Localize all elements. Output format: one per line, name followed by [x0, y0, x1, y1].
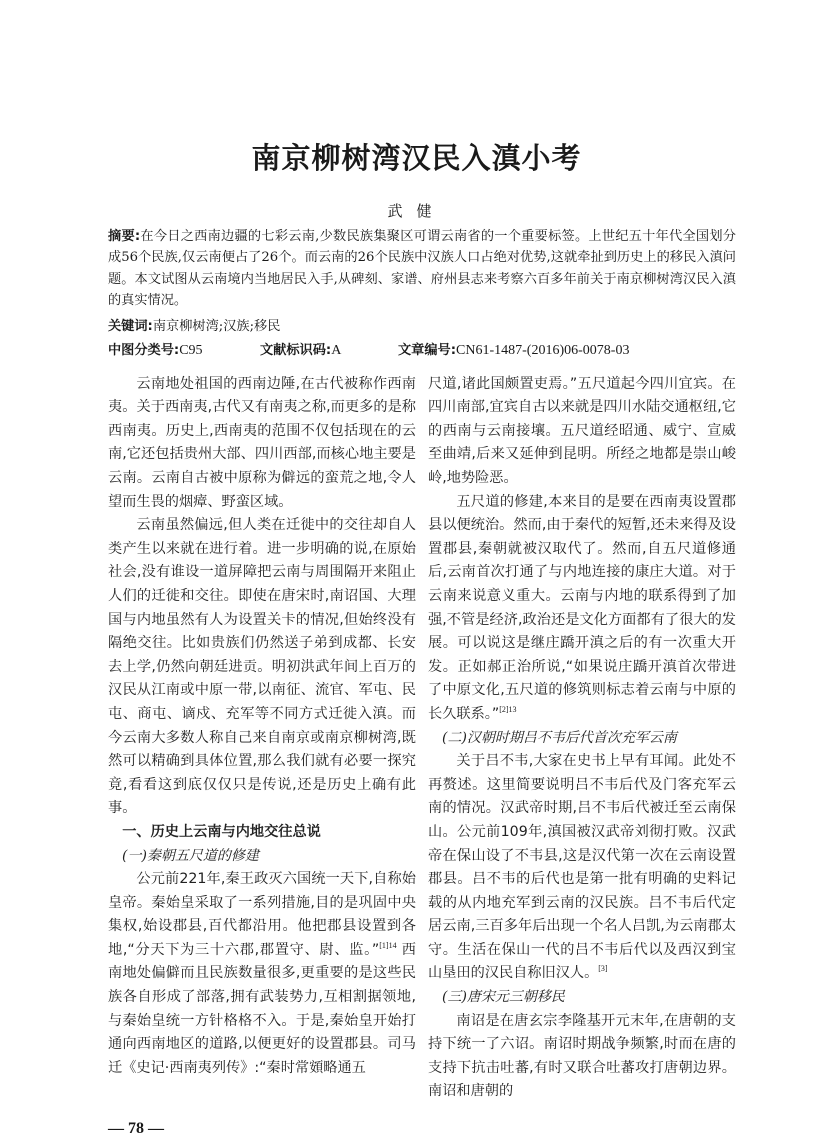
paragraph-text: 西南地处偏僻而且民族数量很多,更重要的是这些民族各自形成了部落,拥有武装势力,互相割据领地,与秦始皇统一方针格格不入。于是,秦始皇开始打通向西南地区的道路,以便更好的设置郡县。司马迁《史记·西南夷列传》:“秦时常頞略通五	[108, 941, 416, 1076]
paragraph: 云南虽然偏远,但人类在迁徙中的交往却自人类产生以来就在进行着。进一步明确的说,在原始社会,没有谁设一道屏障把云南与周围隔开来阻止人们的迁徙和交往。即使在唐宋时,南诏国、大理国与内地虽然有人为设置关卡的情况,但始终没有隔绝交往。比如贵族们仍然送子弟到成都、长安去上学,仍然向朝廷进贡。明初洪武年间上百万的汉民从江南或中原一带,以南征、流官、军屯、民屯、商屯、谪戍、充军等不同方式迁徙入滇。而今云南大多数人称自己来自南京或南京柳树湾,既然可以精确到具体位置,那么我们就有必要一探究竟,看看这到底仅仅只是传说,还是历史上确有此事。	[108, 517, 416, 817]
paragraph-text: 五尺道的修建,本来目的是要在西南夷设置郡县以便统治。然而,由于秦代的短暂,还未来得及设置郡县,秦朝就被汉取代了。然而,自五尺道修通后,云南首次打通了与内地连接的康庄大道。对于云南来说意义重大。云南与内地的联系得到了加强,不管是经济,政治还是文化方面都有了很大的发展。可以说这是继庄蹻开滇之后的有一次重大开发。正如郝正治所说,“如果说庄蹻开滇首次带进了中原文化,五尺道的修筑则标志着云南与中原的长久联系。”	[428, 493, 736, 722]
abstract	[108, 226, 736, 312]
section-heading: 一、历史上云南与内地交往总说	[122, 823, 321, 840]
article-title: 南京柳树湾汉民入滇小考	[251, 141, 582, 175]
paragraph: 尺道,诸此国颇置吏焉。”五尺道起今四川宜宾。在四川南部,宜宾自古以来就是四川水陆交通枢纽,它的西南与云南接壤。五尺道经昭通、威宁、宣威至曲靖,后来又延伸到昆明。所经之地都是崇山峻岭,地势险恶。	[428, 375, 736, 486]
citation-ref: [1]14	[379, 940, 397, 950]
citation-ref: [2]13	[499, 704, 517, 714]
article-no-value: CN61-1487-(2016)06-0078-03	[456, 342, 630, 358]
article-author: 武健	[387, 202, 446, 220]
subsection-heading: (一)秦朝五尺道的修建	[122, 847, 259, 864]
doc-code-label: 文献标识码:	[260, 342, 332, 358]
article-no-label: 文章编号:	[398, 342, 457, 358]
clc-value: C95	[179, 342, 203, 358]
page-number: — 78 —	[108, 1119, 164, 1137]
abstract-label: 摘要:	[108, 229, 141, 244]
keywords-label: 关键词:	[108, 318, 153, 334]
paragraph	[428, 750, 736, 986]
subsection-heading: (三)唐宋元三朝移民	[442, 989, 565, 1006]
classification-row	[108, 340, 736, 361]
body-column-right	[428, 373, 736, 1104]
paragraph-text: 关于吕不韦,大家在史书上早有耳闻。此处不再赘述。这里简要说明吕不韦后代及门客充军云南的情况。汉武帝时期,吕不韦后代被迁至云南保山。公元前109年,滇国被汉武帝刘彻打败。汉武帝在保山设了不韦县,这是汉代第一次在云南设置郡县。吕不韦的后代也是第一批有明确的史料记载的从内地充军到云南的汉民族。吕不韦后代定居云南,三百多年后出现一个名人吕凯,为云南郡太守。生活在保山一代的吕不韦后代以及西汉到宝山垦田的汉民自称旧汉人。	[428, 753, 736, 982]
abstract-text: 在今日之西南边疆的七彩云南,少数民族集聚区可谓云南省的一个重要标签。上世纪五十年代全国划分成56个民族,仅云南便占了26个。而云南的26个民族中汉族人口占绝对优势,这就牵扯到历史上的移民入滇问题。本文试图从云南境内当地居民入手,从碑刻、家谱、府州县志来考察六百多年前关于南京柳树湾汉民入滇的真实情况。	[108, 229, 736, 309]
keywords	[108, 316, 736, 337]
doc-code-value: A	[331, 342, 342, 358]
front-matter	[108, 226, 736, 361]
citation-ref: [3]	[598, 964, 608, 974]
body-column-left	[108, 373, 416, 1081]
paragraph	[428, 491, 736, 727]
paragraph: 云南地处祖国的西南边陲,在古代被称作西南夷。关于西南夷,古代又有南夷之称,而更多的是称西南夷。历史上,西南夷的范围不仅包括现在的云南,它还包括贵州大部、四川西部,而核心地主要是云南。云南自古被中原称为僻远的蛮荒之地,令人望而生畏的烟瘴、野蛮区域。	[108, 375, 416, 510]
body-columns	[0, 373, 833, 1104]
paragraph-text: 公元前221年,秦王政灭六国统一天下,自称始皇帝。秦始皇采取了一系列措施,目的是巩固中央集权,始设郡县,百代都沿用。他把郡县设置到各地,“分天下为三十六郡,郡置守、尉、监。”	[108, 871, 416, 958]
subsection-heading: (二)汉朝时期吕不韦后代首次充军云南	[442, 729, 677, 746]
keywords-text: 南京柳树湾;汉族;移民	[152, 318, 281, 334]
clc-field	[108, 340, 260, 361]
clc-label: 中图分类号:	[108, 342, 180, 358]
doc-code-field	[260, 340, 398, 361]
paragraph: 南诏是在唐玄宗李隆基开元末年,在唐朝的支持下统一了六诏。南诏时期战争频繁,时而在唐的支持下抗击吐蕃,有时又联合吐蕃攻打唐朝边界。南诏和唐朝的	[428, 1012, 736, 1100]
article-no-field	[398, 340, 629, 361]
paragraph	[108, 868, 416, 1080]
